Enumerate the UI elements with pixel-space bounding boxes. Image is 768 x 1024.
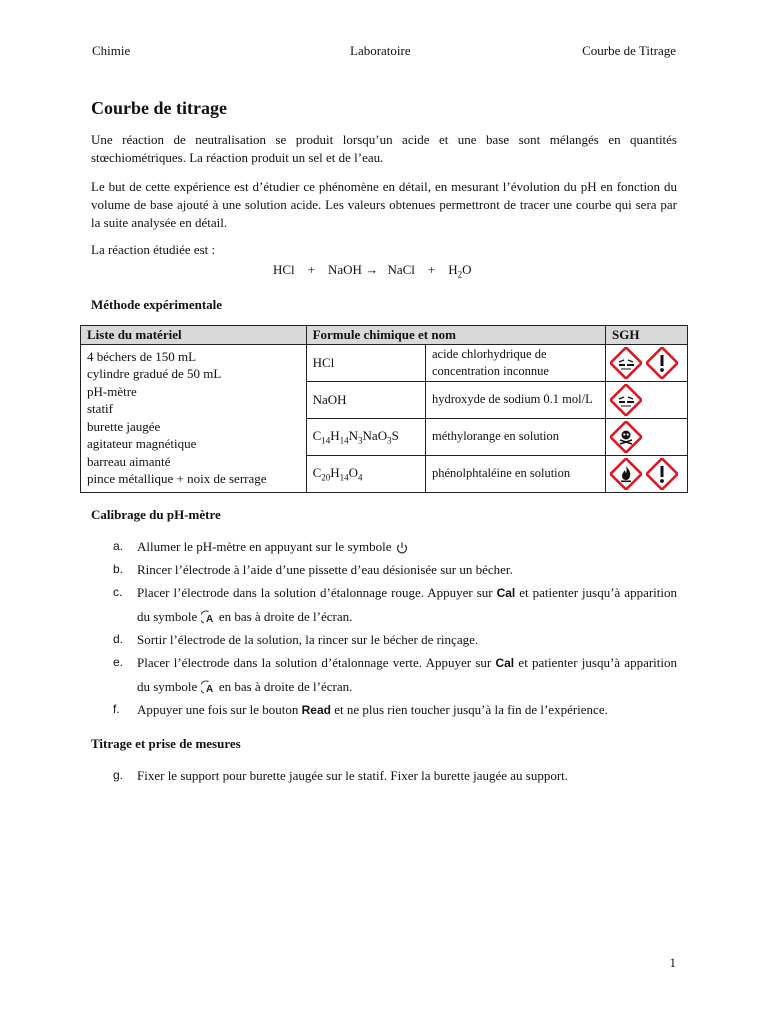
list-item: b. Rincer l’électrode à l’aide d’une pissette d’eau désionisée sur un bécher. [113, 561, 513, 577]
plus-sign: + [307, 262, 316, 277]
header-subject: Chimie [92, 43, 131, 58]
corrosive-icon [610, 384, 642, 416]
ghs-pictograms [606, 418, 688, 455]
list-item: agitateur magnétique [87, 436, 197, 452]
list-item: d. Sortir l’électrode de la solution, la rincer sur le bécher de rinçage. [113, 631, 479, 647]
column-header-material: Liste du matériel [81, 325, 307, 344]
flame-icon [610, 458, 642, 490]
plus-sign: + [427, 262, 436, 277]
chemical-name: acide chlorhydrique de concentration inconnue [425, 344, 605, 381]
table-row [81, 344, 688, 381]
list-item: c. Placer l’électrode dans la solution d’étalonnage rouge. Appuyer sur Cal et patienter jusqu’à apparition du symbole A en bas à droite de l’écran. [113, 584, 678, 626]
list-item: 4 béchers de 150 mL [87, 348, 197, 364]
column-header-sgh: SGH [606, 325, 688, 344]
stable-a-icon [201, 610, 216, 625]
intro-paragraph-2: Le but de cette expérience est d’étudier ce phénomène en détail, en mesurant l’évolution du pH en fonction du volume de base ajouté à une solution acide. Les valeurs obtenues permettront de tracer une courbe qui sera par la suite analysée en détail. [91, 179, 677, 230]
chemical-name: méthylorange en solution [425, 418, 605, 455]
list-item: cylindre gradué de 50 mL [87, 366, 222, 382]
read-key: Read [301, 702, 331, 717]
reaction-arrow: → [365, 262, 379, 277]
stable-a-icon [201, 680, 216, 695]
list-item: pH-mètre [87, 383, 137, 399]
calibration-steps [91, 535, 677, 722]
product-water: $H_2O$ [448, 262, 472, 280]
calibration-heading: Calibrage du pH-mètre [91, 506, 221, 522]
power-symbol-icon [395, 541, 409, 555]
titration-heading: Titrage et prise de mesures [91, 735, 241, 751]
skull-icon [610, 421, 642, 453]
list-item: statif [87, 401, 113, 417]
reaction-label: La réaction étudiée est : [91, 242, 216, 257]
ghs-pictograms [606, 344, 688, 381]
header-topic: Courbe de Titrage [582, 43, 676, 58]
chemical-name: phénolphtaléine en solution [425, 455, 605, 492]
reaction-equation [91, 261, 677, 284]
product-nacl: NaCl [387, 262, 415, 277]
method-heading: Méthode expérimentale [91, 296, 223, 312]
reactant-naoh: NaOH [328, 262, 362, 277]
list-item: burette jaugée [87, 418, 161, 434]
svg-text:A: A [205, 684, 213, 696]
list-item: e. Placer l’électrode dans la solution d’étalonnage verte. Appuyer sur Cal et patienter jusqu’à apparition du symbole A en bas à droite de l’écran. [113, 654, 678, 696]
chemical-formula: NaOH [306, 381, 425, 418]
chemical-formula: $C_{14}H_{14}N_3NaO_3S$ [306, 418, 425, 455]
materials-table [80, 325, 688, 493]
cal-key: Cal [495, 655, 515, 670]
header-lab: Laboratoire [350, 43, 411, 58]
cal-key: Cal [496, 585, 516, 600]
list-item: barreau aimanté [87, 453, 171, 469]
ghs-pictograms [606, 455, 688, 492]
exclamation-icon [646, 347, 678, 379]
list-item: g. Fixer le support pour burette jaugée sur le statif. Fixer la burette jaugée au support. [113, 767, 569, 783]
exclamation-icon [646, 458, 678, 490]
table-header-row [81, 325, 688, 344]
ghs-pictograms [606, 381, 688, 418]
svg-text:A: A [205, 614, 213, 626]
materials-list [81, 344, 307, 492]
corrosive-icon [610, 347, 642, 379]
titration-steps [91, 764, 677, 787]
list-item: a. Allumer le pH-mètre en appuyant sur le symbole [91, 535, 677, 558]
document-title: Courbe de titrage [91, 98, 227, 118]
page-number: 1 [669, 955, 676, 970]
list-item: pince métallique + noix de serrage [87, 471, 267, 487]
document-body [87, 98, 678, 787]
chemical-formula: $C_{20}H_{14}O_4$ [306, 455, 425, 492]
column-header-formula: Formule chimique et nom [306, 325, 605, 344]
list-item: f. Appuyer une fois sur le bouton Read et ne plus rien toucher jusqu’à la fin de l’expérience. [113, 701, 608, 717]
reactant-hcl: HCl [273, 262, 295, 277]
chemical-name: hydroxyde de sodium 0.1 mol/L [425, 381, 605, 418]
chemical-formula: HCl [306, 344, 425, 381]
intro-paragraph-1: Une réaction de neutralisation se produit lorsqu’un acide et une base sont mélangés en quantités stœchiométriques. La réaction produit un sel et de l’eau. [91, 132, 677, 165]
